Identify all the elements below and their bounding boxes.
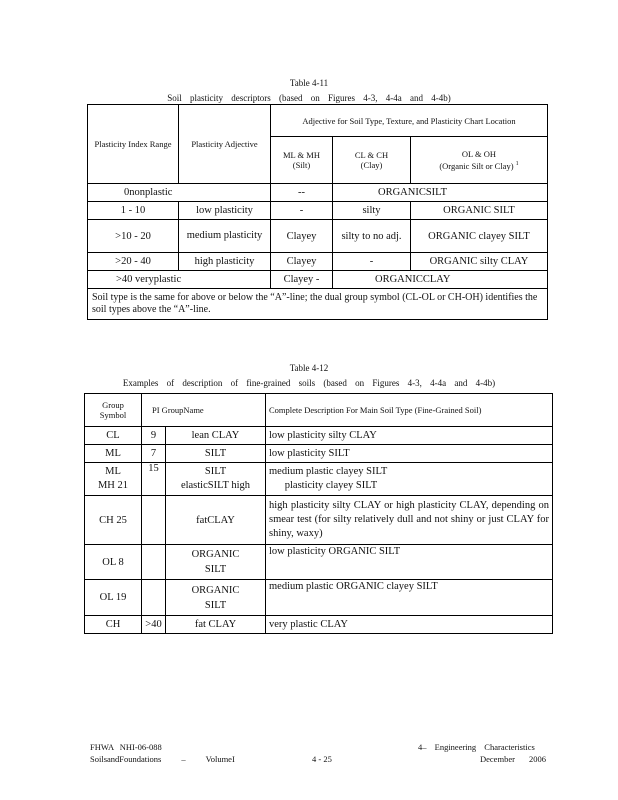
cell-ml: --	[271, 184, 333, 202]
cell-name: lean CLAY	[166, 427, 266, 445]
header-pi-range: Plasticity Index Range	[88, 105, 179, 184]
table-row	[88, 220, 548, 253]
header-description: Complete Description For Main Soil Type (Fine-Grained Soil)	[266, 394, 553, 427]
cell-symbol: ML MH 21	[85, 463, 142, 496]
header-ol-oh	[411, 137, 548, 184]
cell-pi	[142, 545, 166, 580]
cell-ol: ORGANIC SILT	[411, 202, 548, 220]
footnote-marker: 1	[515, 161, 519, 168]
cell-desc: low plasticity SILT	[266, 445, 553, 463]
table-row	[88, 184, 548, 202]
cell-cl: silty to no adj.	[333, 220, 411, 253]
footer-doc-id: FHWA NHI-06-088	[90, 742, 162, 752]
cell-desc: medium plastic clayey SILT plasticity clayey SILT	[266, 463, 553, 496]
header-ml-mh-label: ML & MH	[283, 150, 320, 160]
cell-name: SILT	[166, 445, 266, 463]
cell-name: SILT elasticSILT high	[166, 463, 266, 496]
cell-cl-ol: ORGANICSILT	[333, 184, 548, 202]
cell-range: >10 - 20	[88, 220, 179, 253]
footer-date: December 2006	[480, 754, 547, 764]
table1-title: Soil plasticity descriptors (based on Figures 4-3, 4-4a and 4-4b)	[167, 93, 451, 103]
footer-volume: SoilsandFoundations – VolumeI	[90, 754, 235, 764]
table-row	[85, 445, 553, 463]
soil-plasticity-table	[87, 104, 548, 320]
header-cl-ch	[333, 137, 411, 184]
cell-range: 1 - 10	[88, 202, 179, 220]
cell-desc: low plasticity silty CLAY	[266, 427, 553, 445]
table-row	[88, 271, 548, 289]
header-pi-adjective: Plasticity Adjective	[179, 105, 271, 184]
header-cl-ch-sub: (Clay)	[360, 160, 383, 170]
cell-name: fatCLAY	[166, 496, 266, 545]
table-row	[85, 496, 553, 545]
cell-ml: -	[271, 202, 333, 220]
table2-number: Table 4-12	[289, 363, 329, 373]
cell-symbol: CH	[85, 616, 142, 634]
table-row	[88, 202, 548, 220]
cell-desc: medium plastic ORGANIC clayey SILT	[266, 580, 553, 616]
cell-pi	[142, 580, 166, 616]
cell-cl: -	[333, 253, 411, 271]
cell-name: ORGANIC SILT	[166, 580, 266, 616]
cell-range: >40 veryplastic	[88, 271, 271, 289]
header-ml-mh	[271, 137, 333, 184]
cell-symbol: CH 25	[85, 496, 142, 545]
cell-desc: high plasticity silty CLAY or high plasticity CLAY, depending on smear test (for silty relatively dull and not shiny or just CLAY for shiny, waxy)	[266, 496, 553, 545]
cell-cl-ol: ORGANICCLAY	[333, 271, 548, 289]
cell-adjective: high plasticity	[179, 253, 271, 271]
table1-note: Soil type is the same for above or below the “A”-line; the dual group symbol (CL-OL or CH-OH) identifies the soil types above the “A”-line.	[88, 289, 548, 320]
table2-title: Examples of description of fine-grained soils (based on Figures 4-3, 4-4a and 4-4b)	[122, 378, 496, 388]
cell-adjective: low plasticity	[179, 202, 271, 220]
table-row	[85, 616, 553, 634]
header-cl-ch-label: CL & CH	[354, 150, 389, 160]
fine-grained-soils-table	[84, 393, 553, 634]
cell-cl: silty	[333, 202, 411, 220]
cell-desc: low plasticity ORGANIC SILT	[266, 545, 553, 580]
header-pi-group-name: PI GroupName	[142, 394, 266, 427]
cell-symbol: CL	[85, 427, 142, 445]
table-row	[85, 427, 553, 445]
cell-pi: 15	[142, 463, 166, 496]
table-row	[85, 463, 553, 496]
footer-chapter: 4– Engineering Characteristics	[418, 742, 535, 752]
cell-desc: very plastic CLAY	[266, 616, 553, 634]
cell-symbol: OL 8	[85, 545, 142, 580]
cell-pi: 7	[142, 445, 166, 463]
cell-symbol: ML	[85, 445, 142, 463]
cell-symbol: OL 19	[85, 580, 142, 616]
cell-adjective: medium plasticity	[179, 220, 271, 253]
cell-pi: >40	[142, 616, 166, 634]
footer-page-number: 4 - 25	[312, 754, 332, 764]
table-row	[85, 545, 553, 580]
header-group-symbol: Group Symbol	[85, 394, 142, 427]
header-ol-oh-sub: (Organic Silt or Clay)	[439, 160, 514, 171]
table1-number: Table 4-11	[289, 78, 329, 88]
cell-ml: Clayey -	[271, 271, 333, 289]
cell-ol: ORGANIC clayey SILT	[411, 220, 548, 253]
cell-pi	[142, 496, 166, 545]
cell-ol: ORGANIC silty CLAY	[411, 253, 548, 271]
cell-name: fat CLAY	[166, 616, 266, 634]
header-ml-mh-sub: (Silt)	[292, 160, 311, 170]
table-row	[88, 253, 548, 271]
cell-range: 0nonplastic	[88, 184, 271, 202]
header-ol-oh-label: OL & OH	[461, 149, 497, 160]
table-row	[85, 580, 553, 616]
cell-ml: Clayey	[271, 220, 333, 253]
header-soil-adjective: Adjective for Soil Type, Texture, and Plasticity Chart Location	[271, 105, 548, 137]
cell-ml: Clayey	[271, 253, 333, 271]
cell-range: >20 - 40	[88, 253, 179, 271]
cell-pi: 9	[142, 427, 166, 445]
cell-name: ORGANIC SILT	[166, 545, 266, 580]
